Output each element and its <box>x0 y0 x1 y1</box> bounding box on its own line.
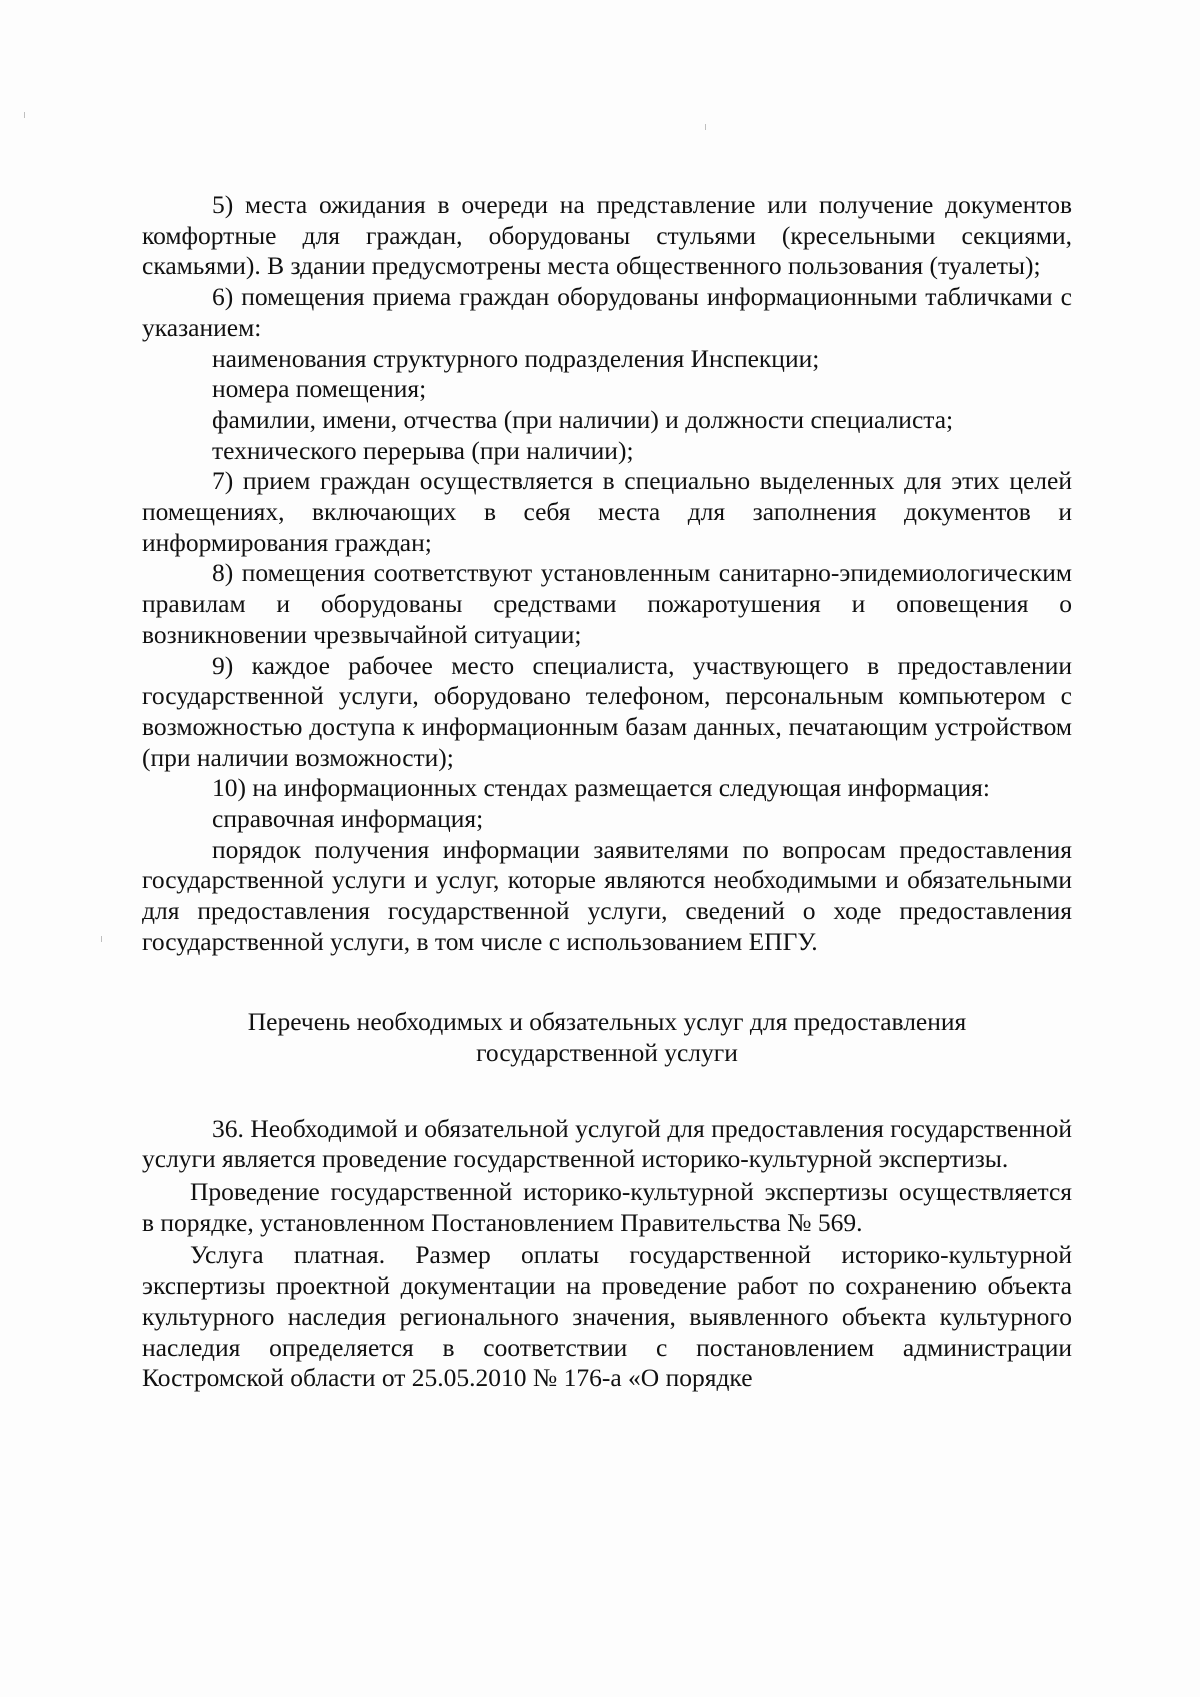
paragraph-sign-1: наименования структурного подразделения Инспекции; <box>212 343 820 373</box>
paragraph-item-9: 9) каждое рабочее место специалиста, участвующего в предоставлении государственной услуги, оборудовано телефоном, персональным компьютером с возможностью доступа к информационным базам данных, печатающим устройством (при наличии возможности); <box>142 650 1072 772</box>
paragraph-item-8: 8) помещения соответствуют установленным санитарно-эпидемиологическим правилам и оборудованы средствами пожаротушения и оповещения о возникновении чрезвычайной ситуации; <box>142 558 1072 649</box>
scan-artifact <box>24 112 25 118</box>
paragraph-stand-1: справочная информация; <box>212 804 484 834</box>
paragraph-sign-2: номера помещения; <box>212 374 427 404</box>
section-heading-line-2: государственной услуги <box>476 1037 738 1067</box>
paragraph-item-10: 10) на информационных стендах размещается следующая информация: <box>212 773 990 803</box>
paragraph-36: 36. Необходимой и обязательной услугой для предоставления государственной услуги является проведение государственной историко-культурной экспертизы. <box>142 1113 1072 1174</box>
scan-artifact <box>101 936 102 942</box>
paragraph-sign-3: фамилии, имени, отчества (при наличии) и должности специалиста; <box>212 404 954 434</box>
scan-artifact <box>705 124 706 130</box>
paragraph-expertise: Проведение государственной историко-культурной экспертизы осуществляется в порядке, установленном Постановлением Правительства № 569. <box>142 1176 1072 1237</box>
paragraph-stand-2: порядок получения информации заявителями по вопросам предоставления государственной услуги и услуг, которые являются необходимыми и обязательными для предоставления государственной услуги, сведений о ходе предоставления государственной услуги, в том числе с использованием ЕПГУ. <box>142 834 1072 956</box>
section-heading-line-1: Перечень необходимых и обязательных услуг для предоставления <box>247 1006 967 1036</box>
paragraph-sign-4: технического перерыва (при наличии); <box>212 435 634 465</box>
paragraph-item-7: 7) прием граждан осуществляется в специально выделенных для этих целей помещениях, включающих в себя места для заполнения документов и информирования граждан; <box>142 466 1072 557</box>
paragraph-item-5: 5) места ожидания в очереди на представление или получение документов комфортные для граждан, оборудованы стульями (кресельными секциями, скамьями). В здании предусмотрены места общественного пользования (туалеты); <box>142 190 1072 281</box>
section-heading <box>142 1006 1072 1068</box>
paragraph-payment: Услуга платная. Размер оплаты государственной историко-культурной экспертизы проектной документации на проведение работ по сохранению объекта культурного наследия регионального значения, выявленного объекта культурного наследия определяется в соответствии с постановлением администрации Костромской области от 25.05.2010 № 176-а «О порядке <box>142 1240 1072 1393</box>
document-body <box>142 190 1072 1394</box>
paragraph-item-6: 6) помещения приема граждан оборудованы информационными табличками с указанием: <box>142 282 1072 342</box>
